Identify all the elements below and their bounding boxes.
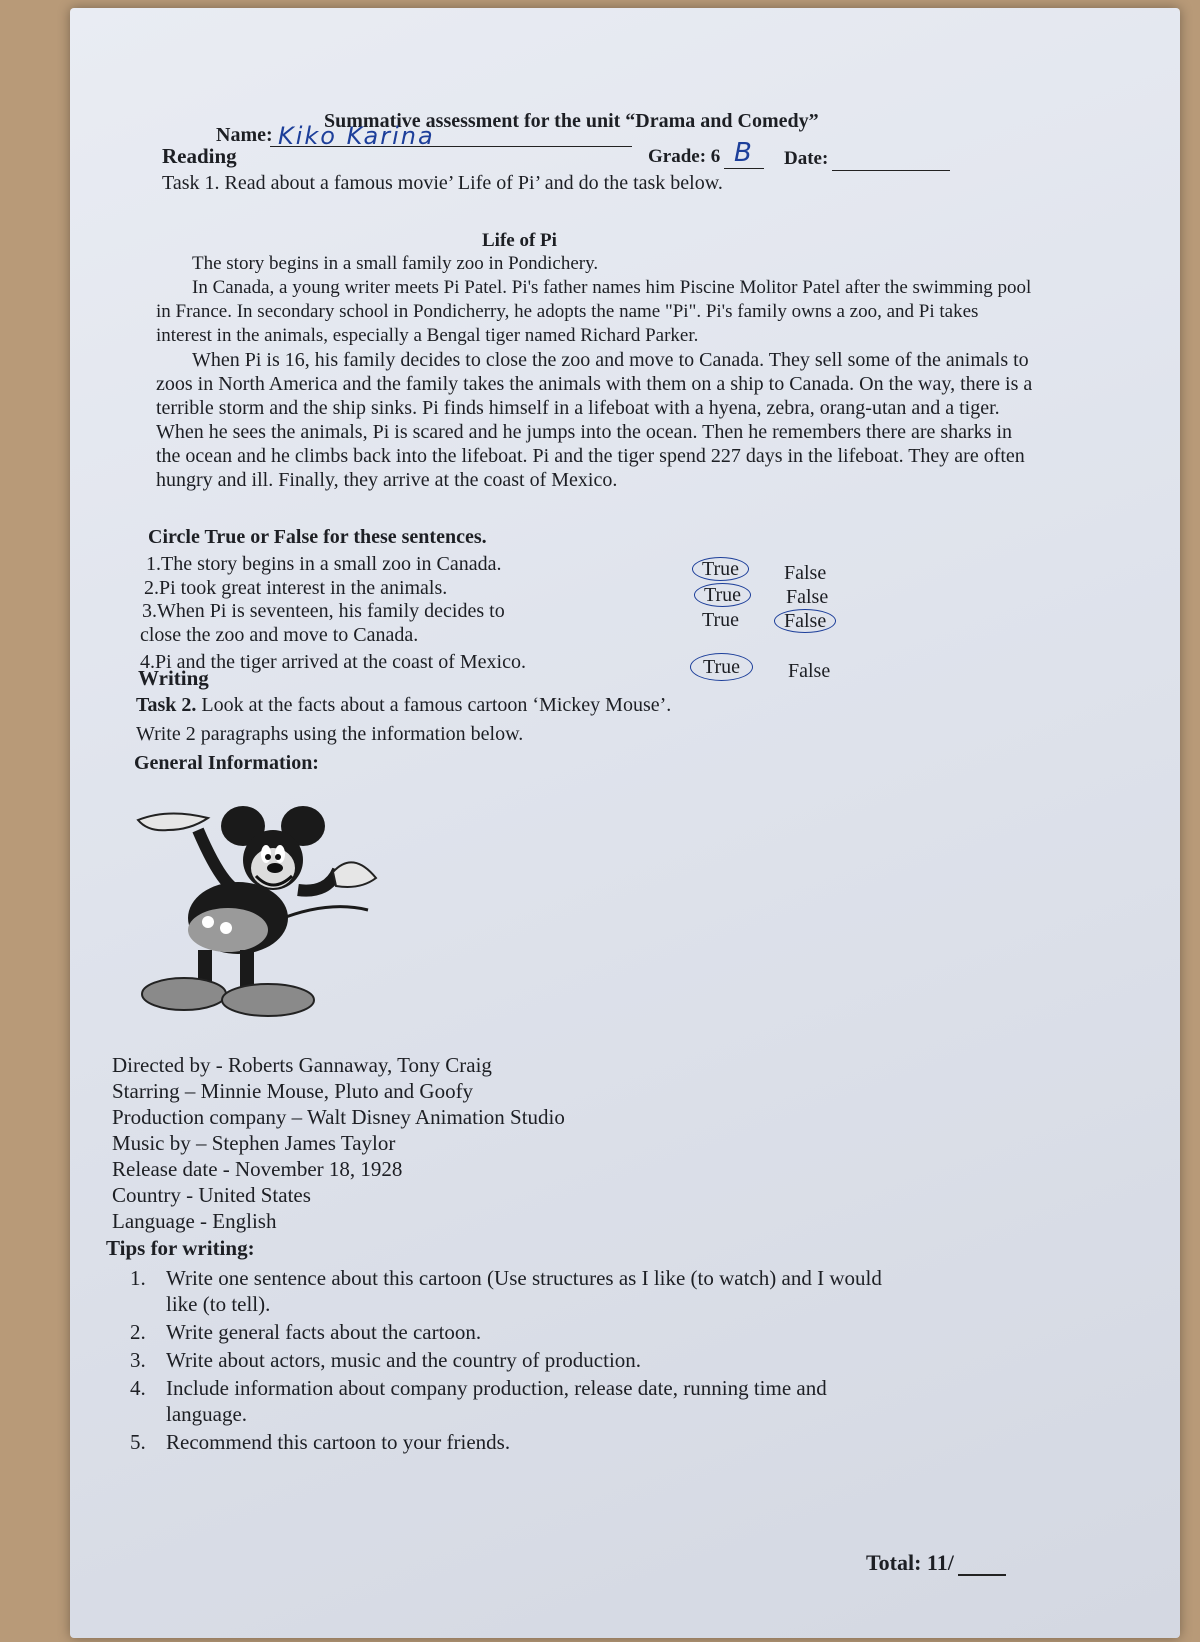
statement-4: 4.Pi and the tiger arrived at the coast of Mexico. [140, 651, 526, 673]
tip-item: 1. Write one sentence about this cartoon (Use structures as I like (to watch) and I would like (to tell). [130, 1266, 882, 1316]
story-text [156, 252, 1036, 492]
tip-item: 4. Include information about company production, release date, running time and language. [130, 1376, 827, 1426]
tip-item: 3. Write about actors, music and the country of production. [130, 1348, 642, 1372]
statement-3-continued: close the zoo and move to Canada. [140, 624, 419, 646]
answer-2-true[interactable]: True [694, 584, 751, 607]
fact-line: Starring – Minnie Mouse, Pluto and Goofy [112, 1079, 474, 1103]
task1-instruction: Task 1. Read about a famous movie’ Life of Pi’ and do the task below. [162, 172, 723, 194]
story-paragraph: In Canada, a young writer meets Pi Patel. Pi's father names him Piscine Molitor Patel after the swimming pool in France. In secondary school in Pondicherry, he adopts the name "Pi". Pi's family owns a zoo, and Pi takes interest in the animals, especially a Bengal tiger named Richard Parker. [156, 277, 1032, 346]
mickey-mouse-illustration [128, 790, 388, 1020]
statement-2: 2.Pi took great interest in the animals. [144, 577, 448, 599]
fact-line: Production company – Walt Disney Animation Studio [112, 1105, 565, 1129]
general-info-heading: General Information: [134, 752, 319, 774]
name-label: Name: [216, 124, 273, 146]
answer-1-false[interactable]: False [784, 562, 827, 584]
tip-item: 2. Write general facts about the cartoon. [130, 1320, 482, 1344]
date-label: Date: [784, 148, 829, 169]
tips-heading: Tips for writing: [106, 1236, 255, 1260]
task2-instruction: Task 2. Look at the facts about a famous cartoon ‘Mickey Mouse’. [136, 694, 672, 716]
fact-line: Music by – Stephen James Taylor [112, 1131, 396, 1155]
date-line [832, 170, 950, 171]
fact-line: Directed by - Roberts Gannaway, Tony Craig [112, 1053, 492, 1077]
answer-4-true[interactable]: True [690, 656, 753, 679]
grade-label: Grade: 6 [648, 146, 721, 167]
statement-1: 1.The story begins in a small zoo in Canada. [146, 553, 502, 575]
statement-3: 3.When Pi is seventeen, his family decides to [142, 600, 505, 622]
grade-handwritten: B [734, 138, 752, 168]
tips-list [130, 1265, 890, 1457]
name-handwritten: Kiko Karina [278, 122, 435, 150]
answer-2-false[interactable]: False [786, 586, 829, 608]
story-title: Life of Pi [482, 230, 557, 251]
total-score: Total: 11/ [866, 1550, 954, 1575]
fact-line: Release date - November 18, 1928 [112, 1157, 403, 1181]
answer-4-false[interactable]: False [788, 660, 831, 682]
answer-3-false[interactable]: False [774, 610, 836, 633]
circle-instruction: Circle True or False for these sentences. [148, 526, 487, 548]
fact-line: Language - English [112, 1209, 277, 1233]
assessment-title: Summative assessment for the unit “Drama and Comedy” [324, 110, 819, 132]
writing-section-label: Writing [138, 666, 209, 690]
answer-1-true[interactable]: True [692, 558, 749, 581]
story-paragraph: When Pi is 16, his family decides to close the zoo and move to Canada. They sell some of the animals to zoos in North America and the family takes the animals with them on a ship to Canada. On the way, there is a terrible storm and the ship sinks. Pi finds himself in a lifeboat with a hyena, zebra, orang-utan and a tiger. When he sees the animals, Pi is scared and he jumps into the ocean. Then he remembers there are sharks in the ocean and he climbs back into the lifeboat. Pi and the tiger spend 227 days in the lifeboat. They are often hungry and ill. Finally, they arrive at the coast of Mexico. [156, 349, 1033, 491]
cartoon-facts [112, 1052, 565, 1234]
answer-3-true[interactable]: True [702, 609, 740, 631]
story-paragraph: The story begins in a small family zoo in Pondichery. [192, 253, 599, 274]
tip-item: 5. Recommend this cartoon to your friends. [130, 1430, 511, 1454]
reading-section-label: Reading [162, 144, 237, 168]
grade-line [724, 168, 764, 169]
task2-instruction-line2: Write 2 paragraphs using the information below. [136, 723, 524, 745]
fact-line: Country - United States [112, 1183, 311, 1207]
total-line [958, 1574, 1006, 1576]
